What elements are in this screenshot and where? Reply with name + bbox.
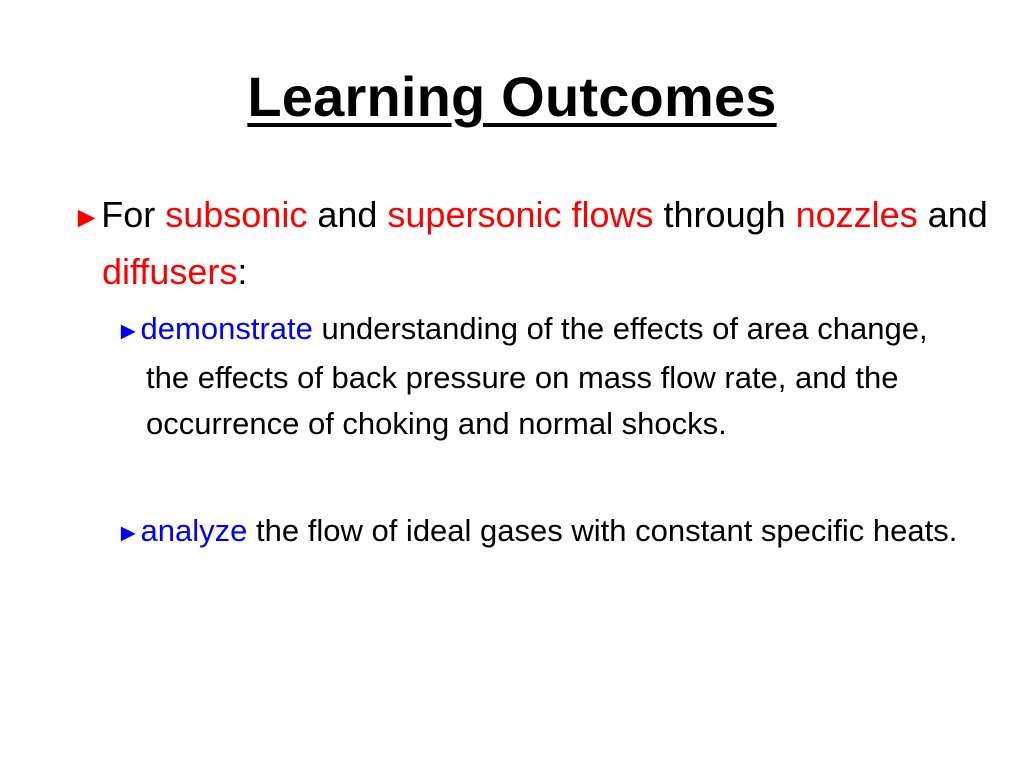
main-bullet-part-and-2: and — [917, 194, 988, 235]
sub-bullet-1-body: understanding of the effects of area change, the effects of back pressure on mass flow rate, and the occurrence of choking and normal shocks. — [146, 311, 928, 441]
keyword-supersonic-flows: supersonic flows — [387, 194, 654, 235]
sub-bullet-2-body: the flow of ideal gases with constant specific heats. — [247, 513, 958, 548]
sub-bullet-2-text — [116, 508, 976, 557]
main-bullet-text — [72, 188, 992, 299]
slide-title: Learning Outcomes — [247, 65, 777, 128]
main-bullet-part-through: through — [653, 194, 796, 235]
blue-arrow-bullet-icon: ► — [116, 318, 141, 345]
red-arrow-bullet-icon: ► — [72, 201, 102, 234]
main-bullet-part-for: For — [101, 194, 166, 235]
keyword-diffusers: diffusers — [102, 251, 238, 292]
main-bullet — [72, 188, 992, 299]
main-bullet-part-and-1: and — [307, 194, 388, 235]
blue-arrow-bullet-icon: ► — [116, 520, 141, 547]
keyword-nozzles: nozzles — [795, 194, 918, 235]
sub-bullet-demonstrate — [116, 306, 976, 447]
main-bullet-part-colon: : — [237, 251, 248, 292]
sub-bullet-analyze — [116, 508, 976, 557]
keyword-analyze: analyze — [140, 513, 248, 548]
keyword-subsonic: subsonic — [165, 194, 308, 235]
sub-bullet-1-text — [116, 306, 976, 447]
keyword-demonstrate: demonstrate — [140, 311, 313, 346]
